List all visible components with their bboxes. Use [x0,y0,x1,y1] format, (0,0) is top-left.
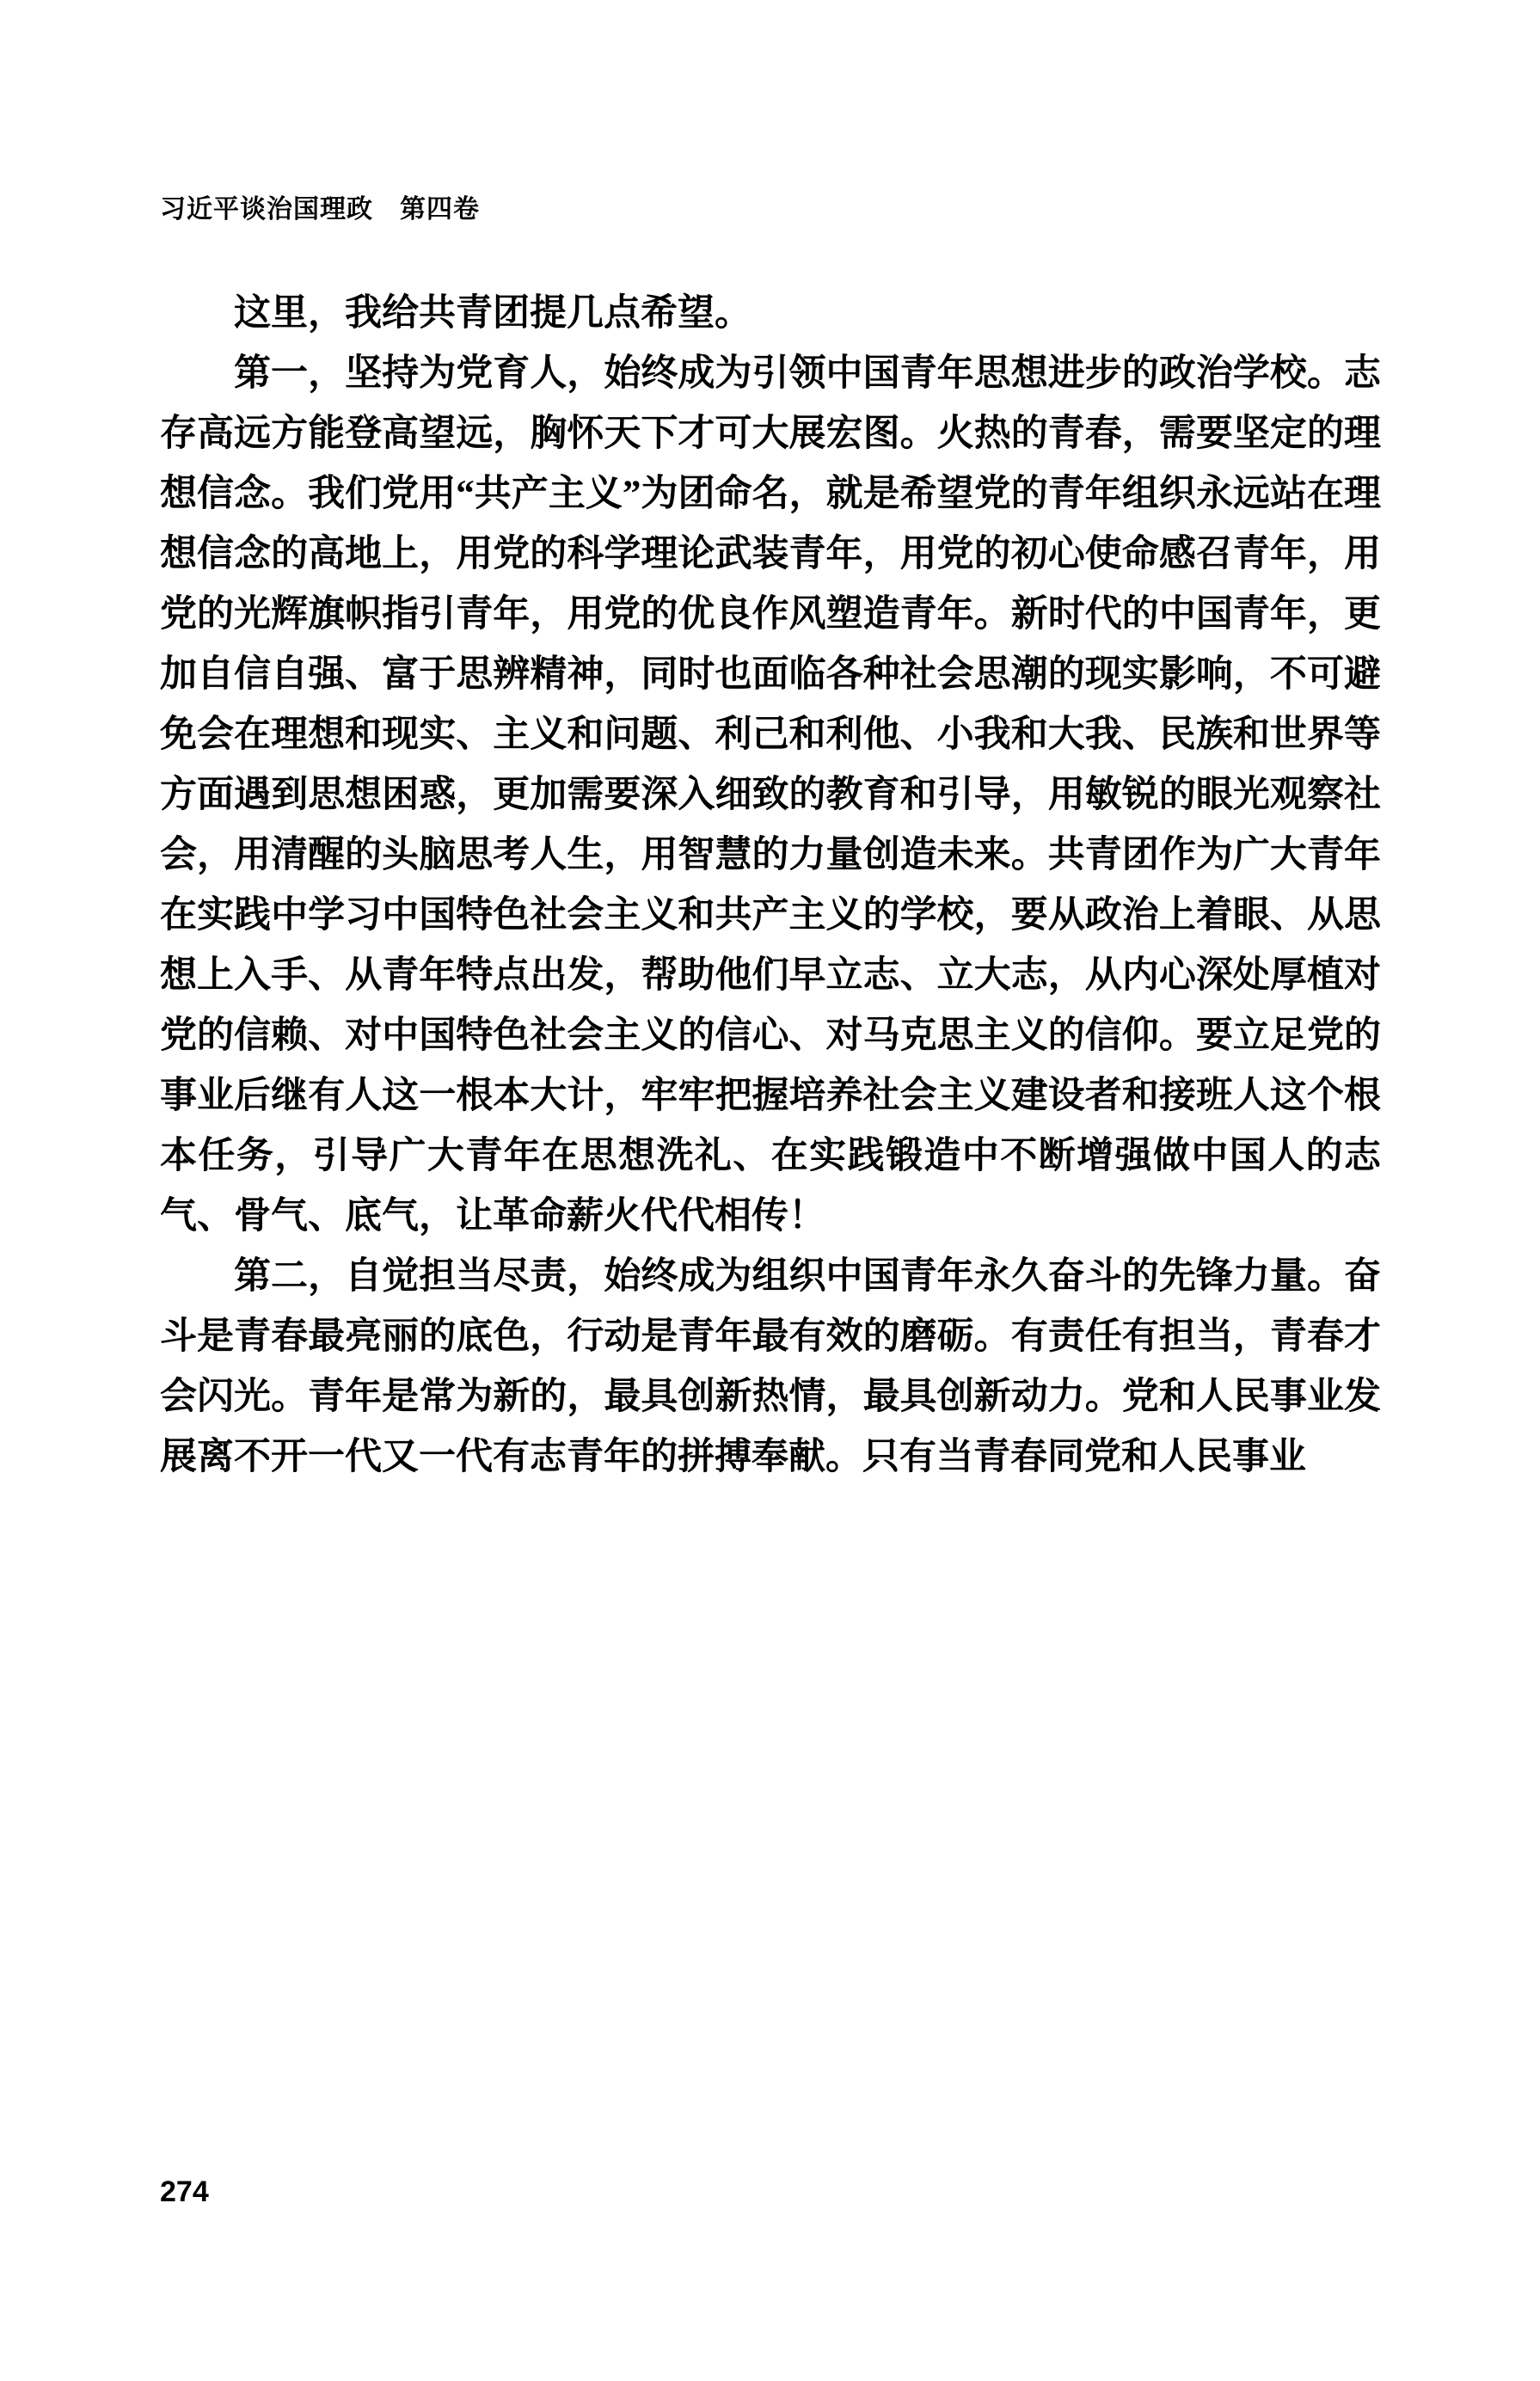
page-number: 274 [160,2175,209,2208]
body-text [160,284,1381,1488]
paragraph: 第一，坚持为党育人，始终成为引领中国青年思想进步的政治学校。志存高远方能登高望远，胸怀天下才可大展宏图。火热的青春，需要坚定的理想信念。我们党用“共产主义”为团命名，就是希望党的青年组织永远站在理想信念的高地上，用党的科学理论武装青年，用党的初心使命感召青年，用党的光辉旗帜指引青年，用党的优良作风塑造青年。新时代的中国青年，更加自信自强、富于思辨精神，同时也面临各种社会思潮的现实影响，不可避免会在理想和现实、主义和问题、利己和利他、小我和大我、民族和世界等方面遇到思想困惑，更加需要深入细致的教育和引导，用敏锐的眼光观察社会，用清醒的头脑思考人生，用智慧的力量创造未来。共青团作为广大青年在实践中学习中国特色社会主义和共产主义的学校，要从政治上着眼、从思想上入手、从青年特点出发，帮助他们早立志、立大志，从内心深处厚植对党的信赖、对中国特色社会主义的信心、对马克思主义的信仰。要立足党的事业后继有人这一根本大计，牢牢把握培养社会主义建设者和接班人这个根本任务，引导广大青年在思想洗礼、在实践锻造中不断增强做中国人的志气、骨气、底气，让革命薪火代代相传！ [160,353,1381,1237]
paragraph: 这里，我给共青团提几点希望。 [234,293,752,334]
running-head: 习近平谈治国理政 第四卷 [160,195,480,224]
paragraph: 第二，自觉担当尽责，始终成为组织中国青年永久奋斗的先锋力量。奋斗是青春最亮丽的底色，行动是青年最有效的磨砺。有责任有担当，青春才会闪光。青年是常为新的，最具创新热情，最具创新动力。党和人民事业发展离不开一代又一代有志青年的拼搏奉献。只有当青春同党和人民事业 [160,1256,1381,1477]
